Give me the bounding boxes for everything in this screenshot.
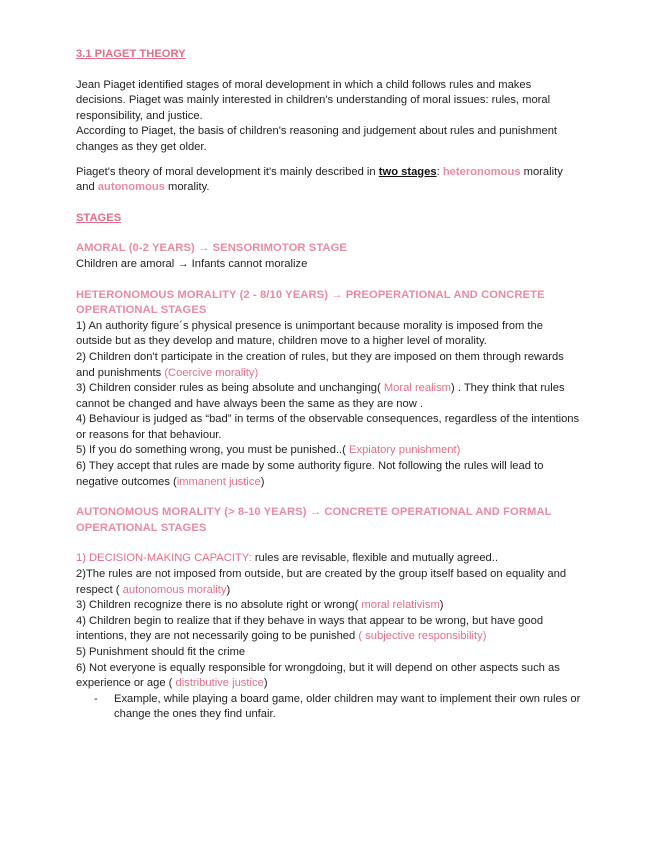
example-list-item	[94, 692, 581, 723]
heteronomous-heading: HETERONOMOUS MORALITY (2 - 8/10 YEARS) → PREOPERATIONAL AND CONCRETE OPERATIONAL STAGES	[76, 288, 545, 317]
autonomous-item-1	[76, 551, 581, 567]
autonomous-item-6-pre: 6) Not everyone is equally responsible for wrongdoing, but it will depend on other aspects such as experience or age (	[76, 661, 560, 690]
intro-paragraph-1: Jean Piaget identified stages of moral development in which a child follows rules and makes decisions. Piaget was mainly interested in children's understanding of moral issues: rules, moral responsibility, and justice.	[76, 78, 551, 122]
document-page	[76, 47, 581, 723]
immanent-justice-term: immanent justice	[176, 475, 261, 488]
document-title: 3.1 PIAGET THEORY	[76, 48, 186, 60]
heteronomous-item-2-text: 2) Children don't participate in the creation of rules, but they are imposed on them through rewards and punishments	[76, 350, 564, 379]
heteronomous-item-2	[76, 350, 581, 381]
autonomous-item-4	[76, 614, 581, 645]
expiatory-punishment-term: Expiatory punishment)	[345, 444, 461, 457]
autonomous-item-3-post: )	[439, 599, 444, 612]
moral-relativism-term: moral relativism	[358, 599, 440, 612]
heteronomous-item-3	[76, 381, 581, 412]
theory-text-pre: Piaget's theory of moral development it's mainly described in	[76, 165, 379, 178]
distributive-justice-term: distributive justice	[175, 677, 264, 690]
heteronomous-item-5	[76, 443, 581, 459]
autonomous-item-6-post: )	[263, 677, 268, 690]
heteronomous-item-3-pre: 3) Children consider rules as being absolute and unchanging(	[76, 382, 381, 395]
heteronomous-item-6-post: )	[260, 475, 265, 488]
autonomous-heading: AUTONOMOUS MORALITY (> 8-10 YEARS) → CONCRETE OPERATIONAL AND FORMAL OPERATIONAL STAGES	[76, 506, 552, 534]
autonomous-morality-term: autonomous morality	[122, 583, 227, 596]
intro-paragraph-2: According to Piaget, the basis of children's reasoning and judgement about rules and punishment changes as they get older.	[76, 125, 558, 153]
amoral-heading: AMORAL (0-2 YEARS) → SENSORIMOTOR STAGE	[76, 242, 347, 255]
theory-colon: :	[436, 165, 443, 178]
dash-bullet: -	[94, 692, 98, 705]
autonomous-term: autonomous	[97, 181, 165, 194]
autonomous-item-4-pre: 4) Children begin to realize that if they behave in ways that appear to be wrong, but have good intentions, they are not necessarily going to be punished	[76, 614, 544, 643]
autonomous-item-2-pre: 2)The rules are not imposed from outside, but are created by the group itself based on equality and respect (	[76, 568, 567, 596]
theory-text-mid: morality and	[76, 165, 563, 194]
autonomous-item-5: 5) Punishment should fit the crime	[76, 646, 246, 658]
decision-making-capacity-term: 1) DECISION-MAKING CAPACITY:	[76, 552, 252, 565]
heteronomous-item-3-post: ) . They think that rules cannot be changed and have always been the same as they are now .	[76, 382, 565, 410]
autonomous-item-3-pre: 3) Children recognize there is no absolute right or wrong(	[76, 599, 359, 612]
heteronomous-item-6	[76, 459, 581, 490]
moral-realism-term: Moral realism	[380, 382, 451, 395]
autonomous-item-2	[76, 567, 581, 598]
subjective-responsibility-term: ( subjective responsibility)	[358, 630, 487, 643]
amoral-text: Children are amoral → Infants cannot moralize	[76, 257, 308, 270]
heteronomous-term: heteronomous	[442, 165, 521, 178]
example-list	[76, 692, 581, 723]
heteronomous-item-5-pre: 5) If you do something wrong, you must be punished..(	[76, 444, 346, 457]
heteronomous-item-4: 4) Behaviour is judged as “bad” in terms of the observable consequences, regardless of the intentions or reasons for that behaviour.	[76, 413, 580, 441]
stages-heading: STAGES	[76, 211, 122, 224]
autonomous-item-1-post: rules are revisable, flexible and mutually agreed..	[251, 552, 498, 565]
example-text: Example, while playing a board game, older children may want to implement their own rules or change the ones they find unfair.	[114, 692, 581, 721]
coercive-morality-term: (Coercive morality)	[164, 366, 259, 379]
autonomous-item-3	[76, 598, 581, 614]
heteronomous-item-1: 1) An authority figure´s physical presence is unimportant because morality is imposed from the outside but as they develop and mature, children move to a higher level of morality.	[76, 319, 543, 348]
heteronomous-item-6-pre: 6) They accept that rules are made by some authority figure. Not following the rules will lead to negative outcomes (	[76, 460, 544, 488]
theory-paragraph	[76, 165, 581, 196]
two-stages-term: two stages	[378, 165, 437, 178]
autonomous-item-6	[76, 661, 581, 692]
theory-text-post: morality.	[164, 181, 210, 194]
autonomous-item-2-post: )	[226, 583, 231, 596]
